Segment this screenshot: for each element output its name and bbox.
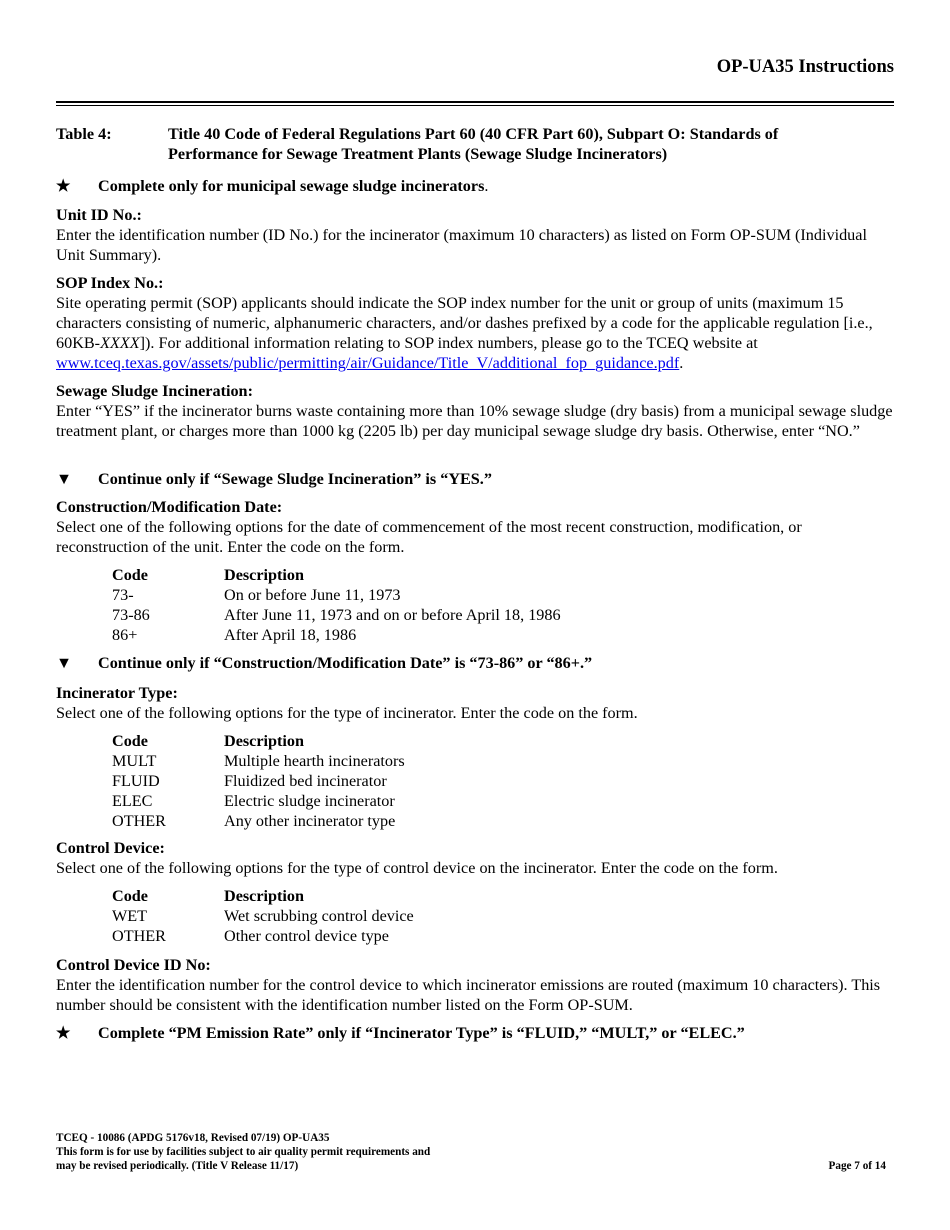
section-heading: Control Device ID No: xyxy=(56,956,211,974)
instruction-text: Continue only if “Sewage Sludge Incineration” is “YES.” xyxy=(98,470,492,488)
instruction-text: Complete only for municipal sewage sludge incinerators xyxy=(98,177,485,195)
header-rule-thick xyxy=(56,101,894,103)
table-row: ELEC Electric sludge incinerator xyxy=(112,792,395,810)
section-body: Select one of the following options for the type of control device on the incinerator. Enter the code on the form. xyxy=(56,859,778,877)
section-body: Enter the identification number for the control device to which incinerator emissions are routed (maximum 10 characters). This number should be consistent with the identification number listed on the Form OP-SUM. xyxy=(56,976,881,1014)
section-control-device xyxy=(56,838,894,878)
table-row: FLUID Fluidized bed incinerator xyxy=(112,772,387,790)
table-header-row xyxy=(112,565,712,585)
table-row: OTHER Any other incinerator type xyxy=(112,812,396,830)
section-body: Site operating permit (SOP) applicants should indicate the SOP index number for the unit or group of units (maximum 15 characters consisting of numeric, alphanumeric characters, and/or dashes prefixed by a code for the applicable regulation [i.e., 60KB-XXXX]). For additional information relating to SOP index numbers, please go to the TCEQ website at www.tceq.texas.gov/assets/public/permitting/air/Guidance/Title_V/additional_fop_guidance.pdf. xyxy=(56,294,873,372)
section-construction-date xyxy=(56,497,894,557)
table-row: 86+ After April 18, 1986 xyxy=(112,626,357,644)
section-heading: SOP Index No.: xyxy=(56,274,164,292)
header-rule-thin xyxy=(56,105,894,106)
table-header-row xyxy=(112,886,712,906)
control-device-code-table xyxy=(112,886,712,946)
column-header-code: Code xyxy=(112,732,148,750)
section-heading: Control Device: xyxy=(56,839,165,857)
page-number: Page 7 of 14 xyxy=(828,1160,886,1172)
instruction-text: Complete “PM Emission Rate” only if “Incinerator Type” is “FLUID,” “MULT,” or “ELEC.” xyxy=(98,1024,745,1042)
table-header-row xyxy=(112,731,712,751)
section-control-device-id xyxy=(56,955,894,1015)
section-unit-id xyxy=(56,205,894,265)
tceq-guidance-link[interactable]: www.tceq.texas.gov/assets/public/permitting/air/Guidance/Title_V/additional_fop_guidance.pdf xyxy=(56,354,680,372)
star-icon: ★ xyxy=(56,177,71,195)
document-footer xyxy=(56,1131,430,1173)
document-header-title: OP-UA35 Instructions xyxy=(716,57,894,77)
section-sewage-sludge-incineration xyxy=(56,381,894,441)
column-header-code: Code xyxy=(112,566,148,584)
section-body: Enter the identification number (ID No.) for the incinerator (maximum 10 characters) as listed on Form OP-SUM (Individual Unit Summary). xyxy=(56,226,867,264)
table-row: WET Wet scrubbing control device xyxy=(112,907,414,925)
table-number: Table 4: xyxy=(56,125,112,143)
section-body: Enter “YES” if the incinerator burns waste containing more than 10% sewage sludge (dry basis) from a municipal sewage sludge treatment plant, or charges more than 1000 kg (2205 lb) per day municipal sewage sludge dry basis. Otherwise, enter “NO.” xyxy=(56,402,893,440)
section-body: Select one of the following options for the date of commencement of the most recent construction, modification, or reconstruction of the unit. Enter the code on the form. xyxy=(56,518,802,556)
triangle-down-icon: ▼ xyxy=(56,470,73,488)
column-header-description: Description xyxy=(224,887,305,905)
footer-form-id: TCEQ - 10086 (APDG 5176v18, Revised 07/19) OP-UA35 xyxy=(56,1132,330,1144)
table-row: 73- On or before June 11, 1973 xyxy=(112,586,401,604)
table-row: 73-86 After June 11, 1973 and on or before April 18, 1986 xyxy=(112,606,561,624)
table-row: MULT Multiple hearth incinerators xyxy=(112,752,405,770)
section-heading: Sewage Sludge Incineration: xyxy=(56,382,253,400)
section-incinerator-type xyxy=(56,683,894,723)
star-icon: ★ xyxy=(56,1024,71,1042)
table-row: OTHER Other control device type xyxy=(112,927,389,945)
construction-code-table xyxy=(112,565,712,645)
footer-release-note: may be revised periodically. (Title V Release 11/17) xyxy=(56,1160,299,1172)
instruction-text: Continue only if “Construction/Modification Date” is “73-86” or “86+.” xyxy=(98,654,593,672)
incinerator-type-code-table xyxy=(112,731,712,831)
triangle-down-icon: ▼ xyxy=(56,654,73,672)
section-heading: Construction/Modification Date: xyxy=(56,498,283,516)
section-sop-index xyxy=(56,273,894,373)
column-header-description: Description xyxy=(224,566,305,584)
section-heading: Unit ID No.: xyxy=(56,206,142,224)
table-title: Title 40 Code of Federal Regulations Part 60 (40 CFR Part 60), Subpart O: Standards of Performance for Sewage Treatment Plants (Sewage Sludge Incinerators) xyxy=(168,125,779,163)
section-body: Select one of the following options for the type of incinerator. Enter the code on the form. xyxy=(56,704,638,722)
section-heading: Incinerator Type: xyxy=(56,684,178,702)
column-header-description: Description xyxy=(224,732,305,750)
column-header-code: Code xyxy=(112,887,148,905)
document-page: OP-UA35 Instructions Table 4: Title 40 Code of Federal Regulations Part 60 (40 CFR Part 60), Subpart O: Standards of Performance for Sewage Treatment Plants (Sewage Sludge Incinerators) ★ Complete only for municipal sewage sludge incinerators. Unit ID No.: Enter the identification number (ID No.) for the incinerator (maximum 10 characters) as listed on Form OP-SUM (Individual Unit Summary). SOP Index No.: Site operating permit (SOP) applicants should indicate the SOP index number for the unit or group of units (maximum 15 characters consisting of numeric, alphanumeric characters, and/or dashes prefixed by a code for the applicable regulation [i.e., 60KB-XXXX]). For additional information relating to SOP index numbers, please go to the TCEQ website at www.tceq.texas.gov/assets/public/permitting/air/Guidance/Title_V/additional_fop_guidance.pdf. Sewage Sludge Incineration: Enter “YES” if the incinerator burns waste containing more than 10% sewage sludge (dry basis) from a municipal sewage sludge treatment plant, or charges more than 1000 kg (2205 lb) per day municipal sewage sludge dry basis. Otherwise, enter “NO.” ▼ Continue only if “Sewage Sludge Incineration” is “YES.” Construction/Modification Date: Select one of the following options for the date of commencement of the most recent construction, modification, or reconstruction of the unit. Enter the code on the form. Code Description 73- On or before June 11, 1973 73-86 After June 11, 1973 and on or before April 18, 1986 86+ After April 18, 1986 ▼ Continue only if “Construction/Modification Date” is “73-86” or “86+.” Incinerator Type: Select one of the following options for the type of incinerator. Enter the code on the form. Code Description MULT Multiple hearth incinerators FLUID Fluidized bed incinerator ELEC Electric sludge incinerator OTHER Any other incinerator type Control Device: Select one of the following options for the type of control device on the incinerator. Enter the code on the form. Code Description WET Wet scrubbing control device OTHER Other control device type Control Device ID No: Enter the identification number for the control device to which incinerator emissions are routed (maximum 10 characters). This number should be consistent with the identification number listed on the Form OP-SUM. ★ Complete “PM Emission Rate” only if “Incinerator Type” is “FLUID,” “MULT,” or “ELEC.” TCEQ - 10086 (APDG 5176v18, Revised 07/19) OP-UA35 This form is for use by facilities subject to air quality permit requirements and may be revised periodically. (Title V Release 11/17) Page 7 of 14 xyxy=(56,57,894,1172)
footer-usage-note: This form is for use by facilities subject to air quality permit requirements and xyxy=(56,1146,431,1158)
